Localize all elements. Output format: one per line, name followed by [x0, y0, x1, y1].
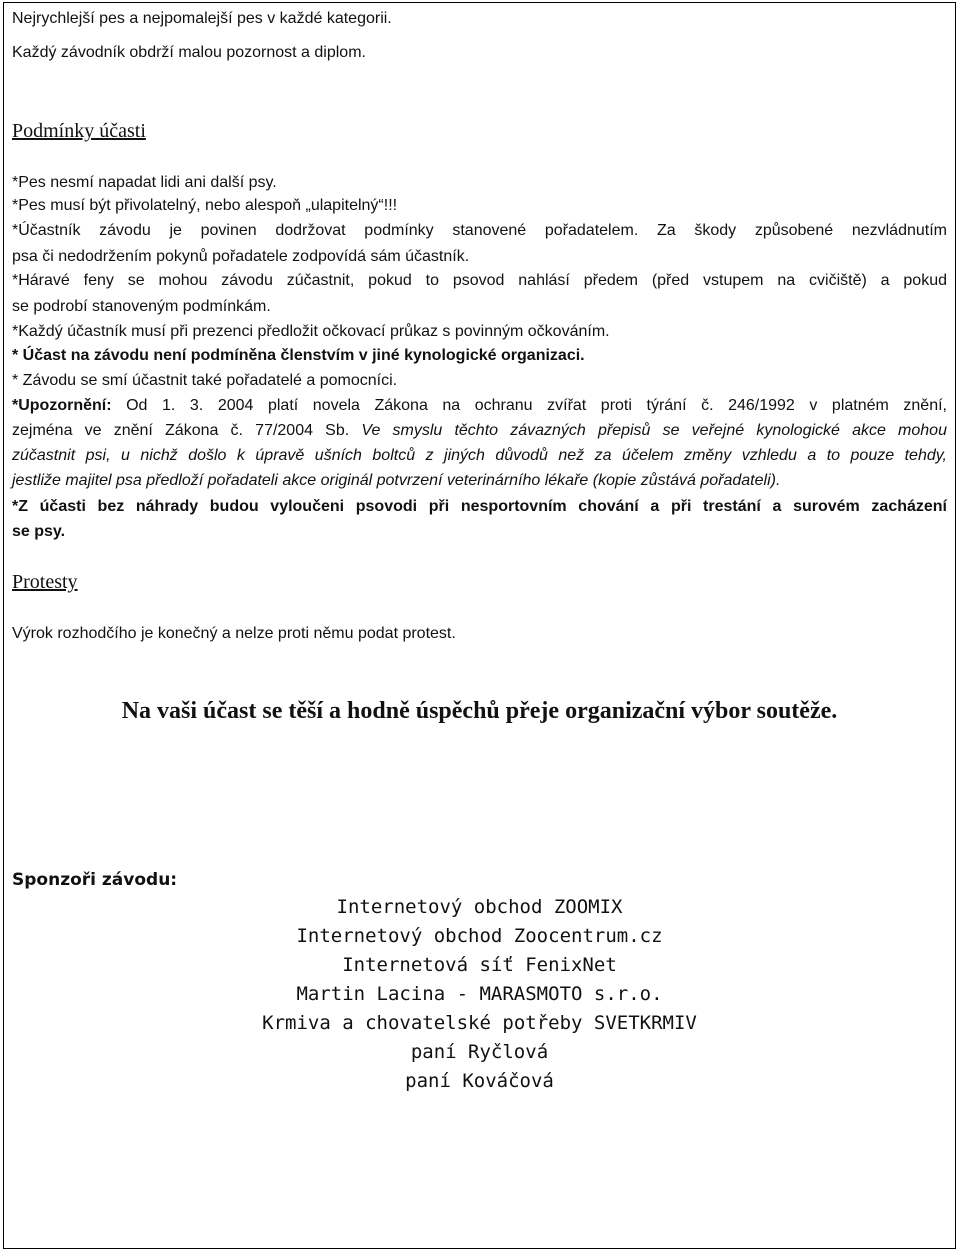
sponsor-item: Krmiva a chovatelské potřeby SVETKRMIV — [262, 1012, 697, 1034]
condition-rule-4-cont: se podrobí stanoveným podmínkám. — [12, 298, 271, 315]
sponsor-item: Martin Lacina - MARASMOTO s.r.o. — [296, 983, 663, 1005]
intro-line-1: Nejrychlejší pes a nejpomalejší pes v každé kategorii. — [12, 10, 392, 27]
sponsor-item: Internetová síť FenixNet — [342, 954, 617, 976]
sponsors-label: Sponzoři závodu: — [12, 870, 178, 890]
warning-text-2: zejména ve znění Zákona č. 77/2004 Sb. — [12, 422, 350, 439]
condition-rule-5: *Každý účastník musí při prezenci předložit očkovací průkaz s povinným očkováním. — [12, 323, 610, 340]
protests-heading: Protesty — [12, 571, 78, 593]
warning-line-4: jestliže majitel psa předloží pořadateli akce originál potvrzení veterinárního lékaře (kopie zůstává pořadateli). — [12, 472, 781, 489]
condition-rule-6: * Účast na závodu není podmíněna členstvím v jiné kynologické organizaci. — [12, 347, 585, 364]
warning-text-2-italic: Ve smyslu těchto závazných přepisů se veřejné kynologické akce mohou — [361, 422, 947, 439]
protests-text: Výrok rozhodčího je konečný a nelze proti němu podat protest. — [12, 625, 456, 642]
warning-text-1: Od 1. 3. 2004 platí novela Zákona na ochranu zvířat proti týrání č. 246/1992 v platném znění, — [126, 397, 947, 414]
condition-rule-4: *Háravé feny se mohou závodu zúčastnit, pokud to psovod nahlásí předem (před vstupem na cvičiště) a pokud — [12, 272, 947, 289]
sponsors-list — [4, 893, 955, 1096]
condition-rule-3-cont: psa či nedodržením pokynů pořadatele zodpovídá sám účastník. — [12, 248, 470, 265]
condition-rule-2: *Pes musí být přivolatelný, nebo alespoň „ulapitelný“!!! — [12, 197, 398, 214]
exclusion-line-2: se psy. — [12, 523, 66, 540]
sponsor-item: Internetový obchod Zoocentrum.cz — [296, 925, 663, 947]
exclusion-line-1: *Z účasti bez náhrady budou vyloučeni psovodi při nesportovním chování a při trestání a surovém zacházení — [12, 498, 947, 515]
sponsor-item: Internetový obchod ZOOMIX — [336, 896, 623, 918]
warning-line-2 — [12, 421, 947, 441]
intro-line-2: Každý závodník obdrží malou pozornost a diplom. — [12, 44, 366, 61]
document-page — [3, 2, 956, 1249]
warning-line-1 — [12, 396, 947, 416]
conditions-heading: Podmínky účasti — [12, 120, 146, 142]
condition-rule-3 — [12, 221, 947, 241]
sponsor-item: paní Ryčlová — [410, 1041, 549, 1063]
closing-message: Na vaši účast se těší a hodně úspěchů přeje organizační výbor soutěže. — [121, 698, 838, 724]
condition-rule-3-part-b: Za škody způsobené nezvládnutím — [656, 222, 947, 239]
condition-rule-1: *Pes nesmí napadat lidi ani další psy. — [12, 174, 277, 191]
condition-rule-7: * Závodu se smí účastnit také pořadatelé a pomocníci. — [12, 372, 398, 389]
warning-line-3: zúčastnit psi, u nichž došlo k úpravě ušních boltců z jiných důvodů než za účelem změny vzhledu a to pouze tehdy, — [12, 447, 947, 464]
sponsor-item: paní Kováčová — [405, 1070, 554, 1092]
condition-rule-3-part-a: *Účastník závodu je povinen dodržovat podmínky stanovené pořadatelem. — [12, 222, 639, 239]
warning-label: *Upozornění: — [12, 397, 112, 414]
